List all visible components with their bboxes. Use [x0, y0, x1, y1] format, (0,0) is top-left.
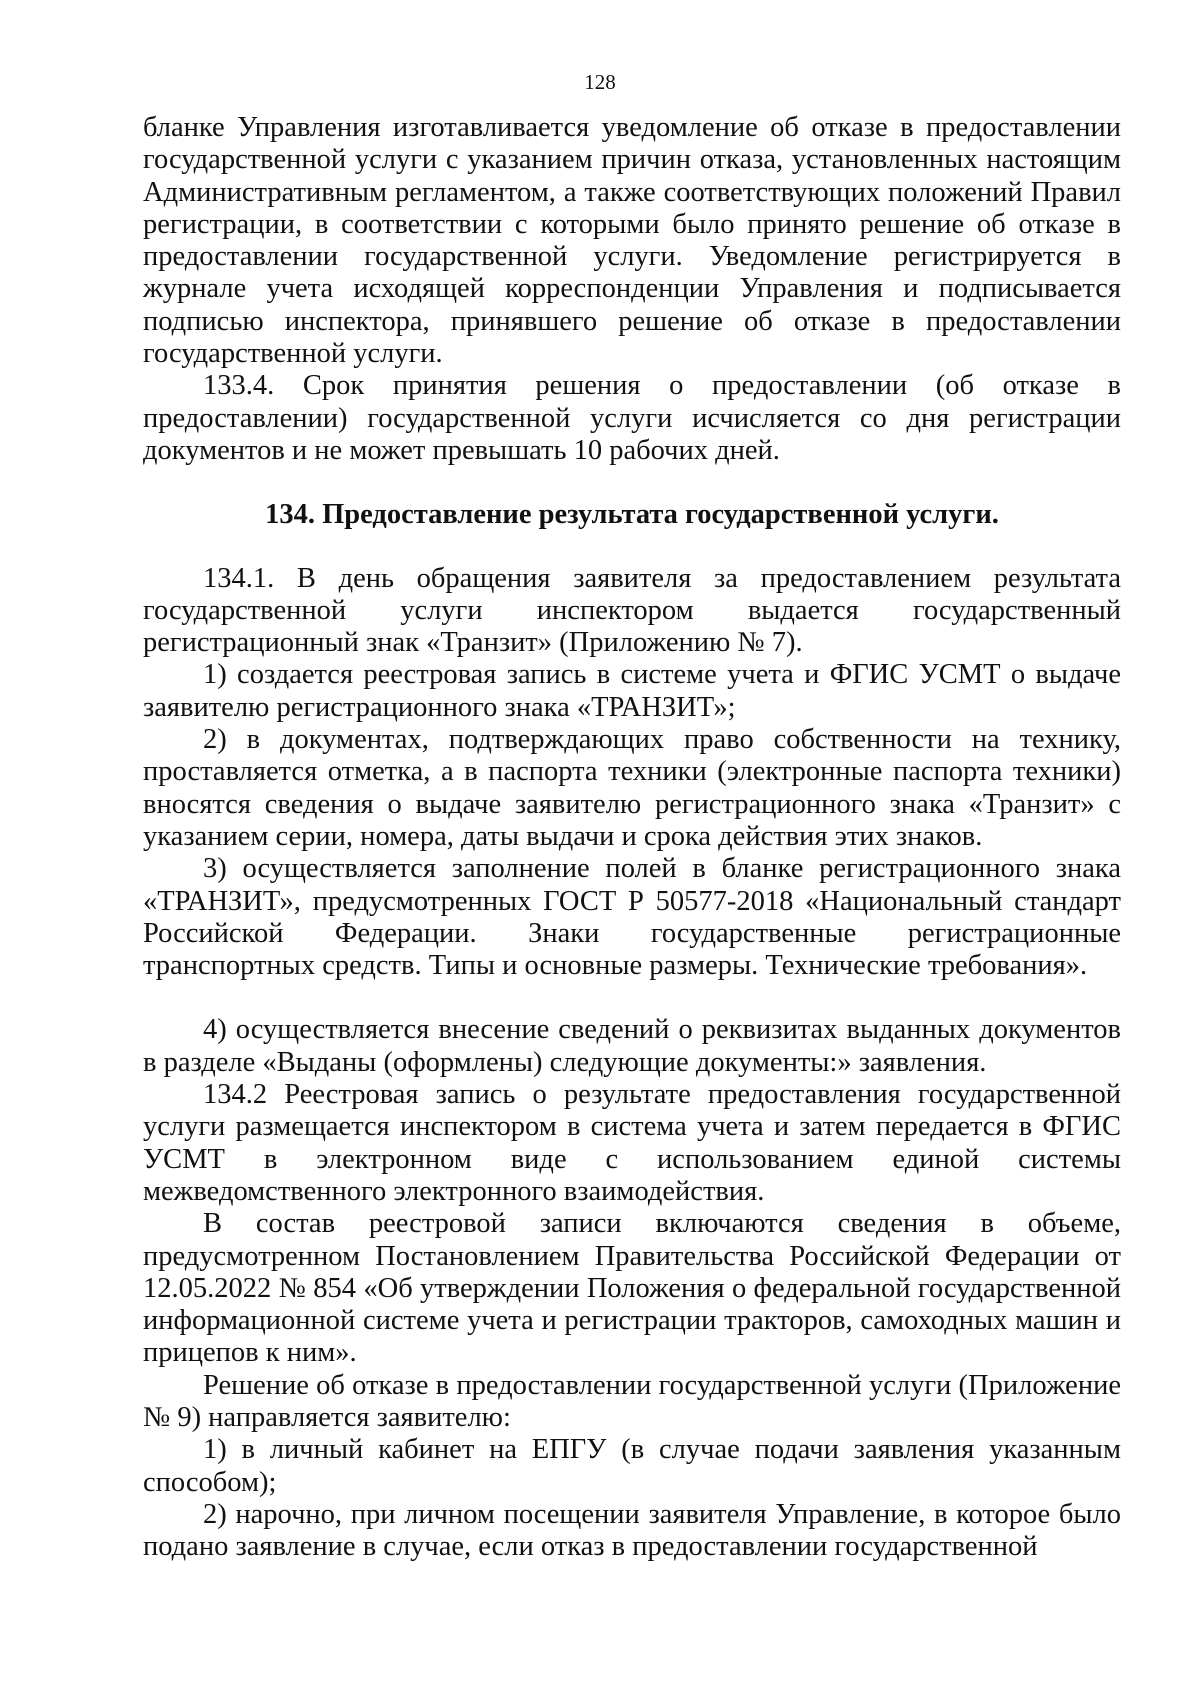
- paragraph-134-2: 134.2 Реестровая запись о результате предоставления государственной услуги размещается инспектором в система учета и затем передается в ФГИС УСМТ в электронном виде с использованием единой системы межведомственного электронного взаимодействия.: [143, 1079, 1121, 1207]
- paragraph-134-1: 134.1. В день обращения заявителя за предоставлением результата государственной услуги инспектором выдается государственный регистрационный знак «Транзит» (Приложению № 7).: [143, 562, 1121, 659]
- refusal-item-1: 1) в личный кабинет на ЕПГУ (в случае подачи заявления указанным способом);: [143, 1434, 1121, 1498]
- list-item-1: 1) создается реестровая запись в системе учета и ФГИС УСМТ о выдаче заявителю регистрационного знака «ТРАНЗИТ»;: [143, 659, 1121, 723]
- list-item-4: 4) осуществляется внесение сведений о реквизитах выданных документов в разделе «Выданы (оформлены) следующие документы:» заявления.: [143, 1014, 1121, 1078]
- paragraph-registry-record: В состав реестровой записи включаются сведения в объеме, предусмотренном Постановлением Правительства Российской Федерации от 12.05.2022 № 854 «Об утверждении Положения о федеральной государственной информационной системе учета и регистрации тракторов, самоходных машин и прицепов к ним».: [143, 1208, 1121, 1369]
- paragraph-133-4: 133.4. Срок принятия решения о предоставлении (об отказе в предоставлении) государственной услуги исчисляется со дня регистрации документов и не может превышать 10 рабочих дней.: [143, 370, 1121, 466]
- section-heading-134: 134. Предоставление результата государственной услуги.: [265, 499, 999, 531]
- refusal-item-2: 2) нарочно, при личном посещении заявителя Управление, в которое было подано заявление в случае, если отказ в предоставлении государственной: [143, 1498, 1121, 1563]
- page-number: 128: [584, 70, 616, 94]
- list-item-3: 3) осуществляется заполнение полей в бланке регистрационного знака «ТРАНЗИТ», предусмотренных ГОСТ Р 50577-2018 «Национальный стандарт Российской Федерации. Знаки государственные регистрационные транспортных средств. Типы и основные размеры. Технические требования».: [143, 853, 1121, 982]
- list-item-2: 2) в документах, подтверждающих право собственности на технику, проставляется отметка, а в паспорта техники (электронные паспорта техники) вносятся сведения о выдаче заявителю регистрационного знака «Транзит» с указанием серии, номера, даты выдачи и срока действия этих знаков.: [143, 724, 1121, 852]
- paragraph-continuation: бланке Управления изготавливается уведомление об отказе в предоставлении государственной услуги с указанием причин отказа, установленных настоящим Административным регламентом, а также соответствующих положений Правил регистрации, в соответствии с которыми было принято решение об отказе в предоставлении государственной услуги. Уведомление регистрируется в журнале учета исходящей корреспонденции Управления и подписывается подписью инспектора, принявшего решение об отказе в предоставлении государственной услуги.: [143, 112, 1121, 370]
- document-body: [143, 112, 1121, 1563]
- paragraph-refusal-decision: Решение об отказе в предоставлении государственной услуги (Приложение № 9) направляется заявителю:: [143, 1369, 1121, 1433]
